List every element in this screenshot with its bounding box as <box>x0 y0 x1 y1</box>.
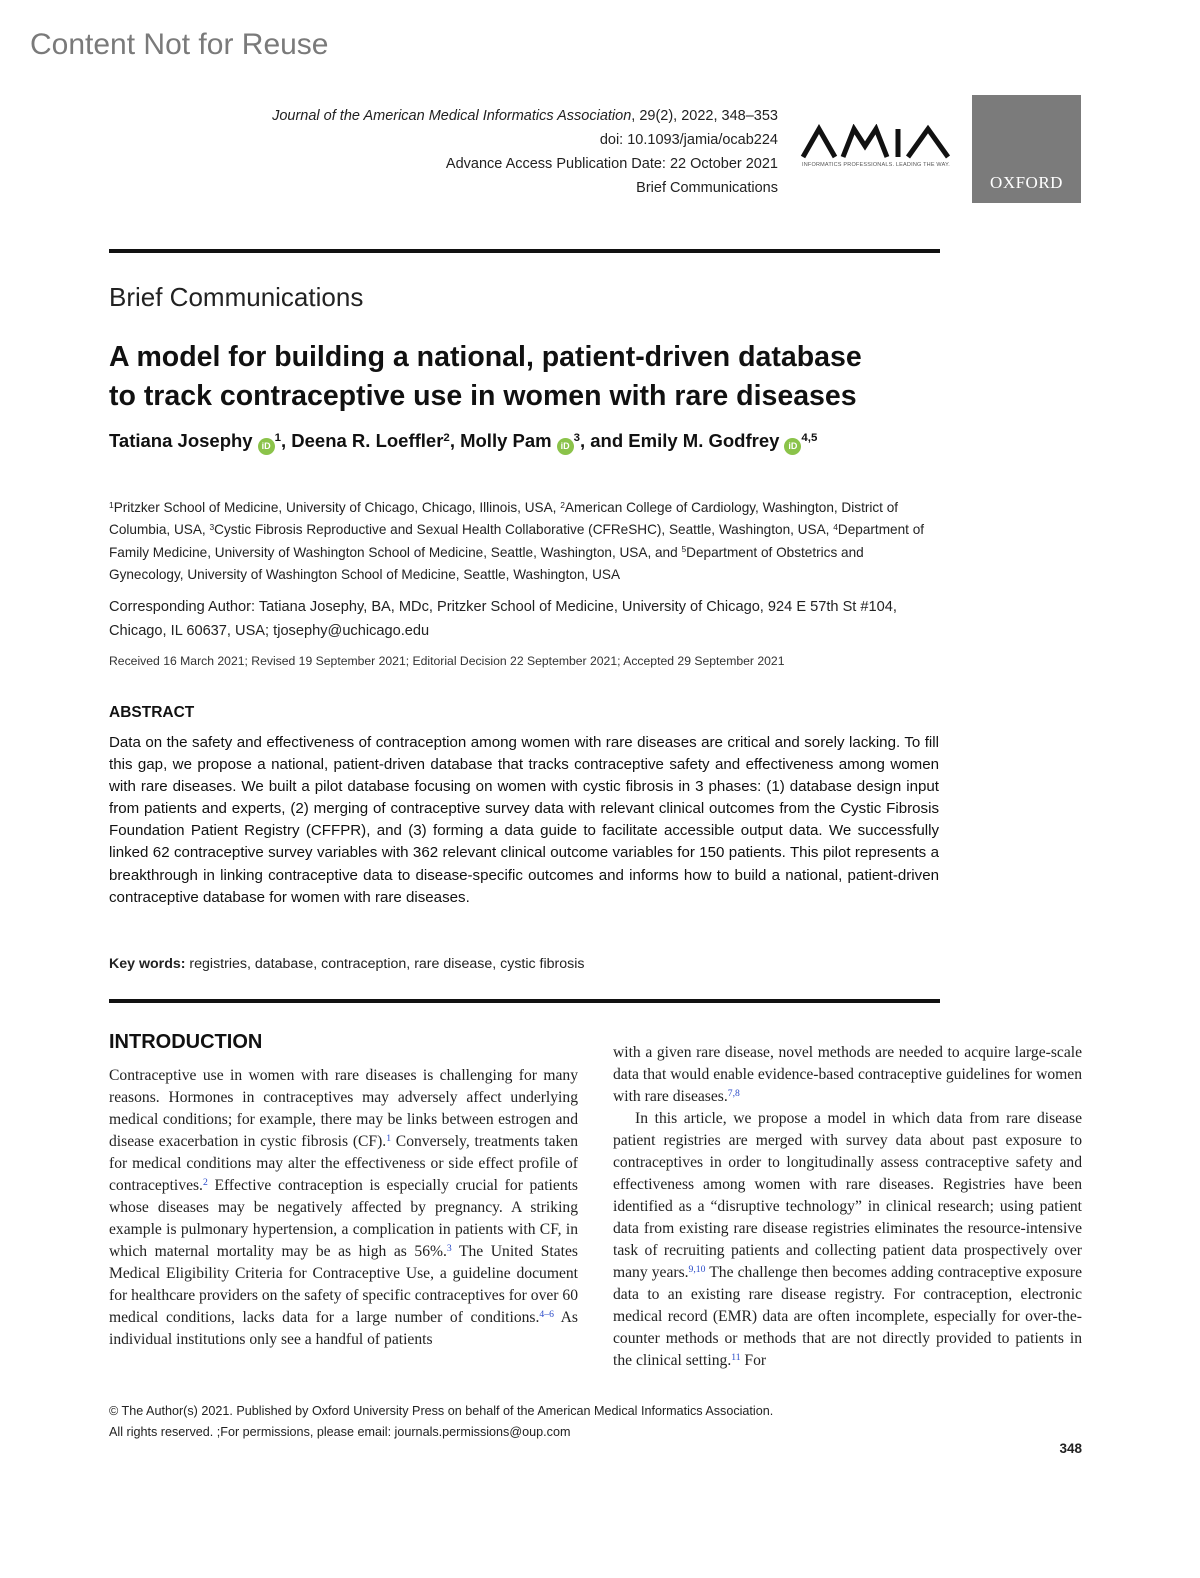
body-text: For <box>740 1352 767 1369</box>
citation-link[interactable]: 4–6 <box>539 1309 554 1321</box>
article-type: Brief Communications <box>636 180 778 196</box>
keywords <box>109 956 585 972</box>
affiliation-text: Department of Family Medicine, University of Washington School of Medicine, Seattle, Washington, USA, and <box>109 522 925 560</box>
author-sup: 3 <box>573 432 580 445</box>
introduction-column-2 <box>613 1042 1082 1372</box>
body-text: In this article, we propose a model in which data from rare disease patient registries are merged with survey data about past exposure to contraceptives in order to longitudinally assess contraceptive safety and effectiveness among women with rare diseases. Registries have been identified as a “disruptive technology” in clinical research; using patient data from existing rare disease registries eliminates the resource-intensive task of recruiting patients and collecting patient data prospectively over many years. <box>613 1110 1082 1281</box>
intro-paragraph <box>109 1065 578 1351</box>
introduction-heading: INTRODUCTION <box>109 1031 263 1053</box>
author-name: Emily M. Godfrey <box>628 430 780 451</box>
journal-citation <box>200 104 778 128</box>
orcid-icon[interactable]: iD <box>784 438 801 455</box>
advance-access-date: Advance Access Publication Date: 22 October 2021 <box>445 156 778 172</box>
affiliations <box>109 497 939 586</box>
keywords-label: Key words: <box>109 956 186 972</box>
section-kicker: Brief Communications <box>109 282 364 312</box>
affiliation-text: Pritzker School of Medicine, University of Chicago, Chicago, Illinois, USA, <box>113 500 561 515</box>
author-name: Tatiana Josephy <box>109 430 253 451</box>
orcid-icon[interactable]: iD <box>258 438 275 455</box>
citation-link[interactable]: 2 <box>202 1177 208 1189</box>
citation-link[interactable]: 1 <box>386 1133 392 1145</box>
page-number: 348 <box>1059 1441 1082 1456</box>
body-text: The United States Medical Eligibility Criteria for Contraceptive Use, a guideline document for healthcare providers on the safety of specific contraceptives for over 60 medical conditions, lacks data for a large number of conditions. <box>109 1243 578 1326</box>
author-separator: , <box>280 430 292 451</box>
article-title-line1: A model for building a national, patient-driven database <box>109 341 862 373</box>
amia-logo <box>800 124 955 174</box>
article-title-line2: to track contraceptive use in women with rare diseases <box>109 380 857 412</box>
received-dates: Received 16 March 2021; Revised 19 September 2021; Editorial Decision 22 September 2021; Accepted 29 September 2021 <box>109 654 785 668</box>
copyright-notice <box>109 1401 773 1443</box>
intro-paragraph <box>613 1042 1082 1108</box>
keywords-text: registries, database, contraception, rare disease, cystic fibrosis <box>185 956 585 972</box>
affiliation-sup: 1 <box>109 499 114 510</box>
amia-tagline: INFORMATICS PROFESSIONALS. LEADING THE WAY. <box>802 162 950 168</box>
abstract-heading: ABSTRACT <box>109 704 195 721</box>
affiliation-text: Cystic Fibrosis Reproductive and Sexual Health Collaborative (CFReSHC), Seattle, Washington, USA, <box>214 522 834 538</box>
author-name: Deena R. Loeffler <box>291 430 444 451</box>
affiliation-text: American College of Cardiology, Washington, District of Columbia, USA, <box>109 500 899 538</box>
permissions-line: All rights reserved. ;For permissions, please email: journals.permissions@oup.com <box>109 1425 571 1439</box>
journal-title: Journal of the American Medical Informatics Association <box>272 108 632 124</box>
author-sup: 4,5 <box>801 432 818 445</box>
citation-link[interactable]: 11 <box>731 1352 741 1364</box>
author-sup: 2 <box>443 432 450 445</box>
abstract-text: Data on the safety and effectiveness of contraception among women with rare diseases are critical and sorely lacking. To fill this gap, we propose a national, patient-driven database that tracks contraceptive safety and effectiveness among women with rare diseases. We built a pilot database focusing on women with cystic fibrosis in 3 phases: (1) database design input from patients and experts, (2) merging of contraceptive survey data with relevant clinical outcomes from the Cystic Fibrosis Foundation Patient Registry (CFFPR), and (3) forming a data guide to facilitate accessible output data. We successfully linked 62 contraceptive survey variables with 362 relevant clinical outcome variables for 150 patients. This pilot represents a breakthrough in linking contraceptive data to disease-specific outcomes and informs how to build a national, patient-driven contraceptive database for women with rare diseases. <box>109 734 939 906</box>
citation-link[interactable]: 7,8 <box>727 1088 740 1100</box>
doi[interactable]: doi: 10.1093/jamia/ocab224 <box>599 132 778 148</box>
author-sup: 1 <box>274 432 281 445</box>
intro-paragraph <box>613 1108 1082 1372</box>
body-text: Conversely, treatments taken for medical conditions may alter the effectiveness or side effect profile of contraceptives. <box>109 1133 578 1194</box>
body-text: Effective contraception is especially crucial for patients whose diseases may be negatively affected by pregnancy. A striking example is pulmonary hypertension, a complication in patients with CF, in which maternal mortality may be as high as 56%. <box>109 1177 578 1260</box>
citation-link[interactable]: 9,10 <box>688 1264 706 1276</box>
affiliation-sup: 3 <box>209 522 215 533</box>
affiliation-sup: 5 <box>681 544 687 555</box>
affiliation-sup: 4 <box>833 522 838 533</box>
watermark: Content Not for Reuse <box>30 28 329 61</box>
author-name: Molly Pam <box>460 430 552 451</box>
body-text: with a given rare disease, novel methods are needed to acquire large-scale data that would enable evidence-based contraceptive guidelines for women with rare diseases. <box>613 1044 1082 1105</box>
author-separator: , <box>449 430 461 451</box>
top-rule <box>109 249 940 253</box>
introduction-column-1 <box>109 1065 578 1351</box>
author-list <box>109 430 817 455</box>
body-text: Contraceptive use in women with rare diseases is challenging for many reasons. Hormones in contraceptives may adversely affect underlying medical conditions; for example, there may be links between estrogen and disease exacerbation in cystic fibrosis (CF). <box>109 1067 578 1150</box>
amia-logo-mark <box>800 124 955 160</box>
oxford-logo-text: OXFORD <box>990 173 1063 192</box>
citation-link[interactable]: 3 <box>446 1243 452 1255</box>
article-title <box>109 338 929 416</box>
author-separator: , and <box>579 430 629 451</box>
oxford-logo <box>972 95 1081 203</box>
journal-header <box>200 104 778 200</box>
body-text: The challenge then becomes adding contraceptive exposure data to an existing rare disease registry. For contraception, electronic medical record (EMR) data are often incomplete, especially for over-the-counter methods or methods that are not directly provided to patients in the clinical setting. <box>613 1264 1082 1369</box>
corresponding-author: Corresponding Author: Tatiana Josephy, BA, MDc, Pritzker School of Medicine, University of Chicago, 924 E 57th St #104, Chicago, IL 60637, USA; tjosephy@uchicago.edu <box>109 599 897 639</box>
bottom-rule <box>109 999 940 1003</box>
orcid-icon[interactable]: iD <box>557 438 574 455</box>
body-text: As individual institutions only see a handful of patients <box>109 1309 578 1348</box>
journal-volume: , 29(2), 2022, 348–353 <box>631 108 778 124</box>
copyright-line: © The Author(s) 2021. Published by Oxford University Press on behalf of the American Medical Informatics Association. <box>109 1404 774 1418</box>
affiliation-sup: 2 <box>560 499 565 510</box>
affiliation-text: Department of Obstetrics and Gynecology, University of Washington School of Medicine, Seattle, Washington, USA <box>109 544 864 582</box>
